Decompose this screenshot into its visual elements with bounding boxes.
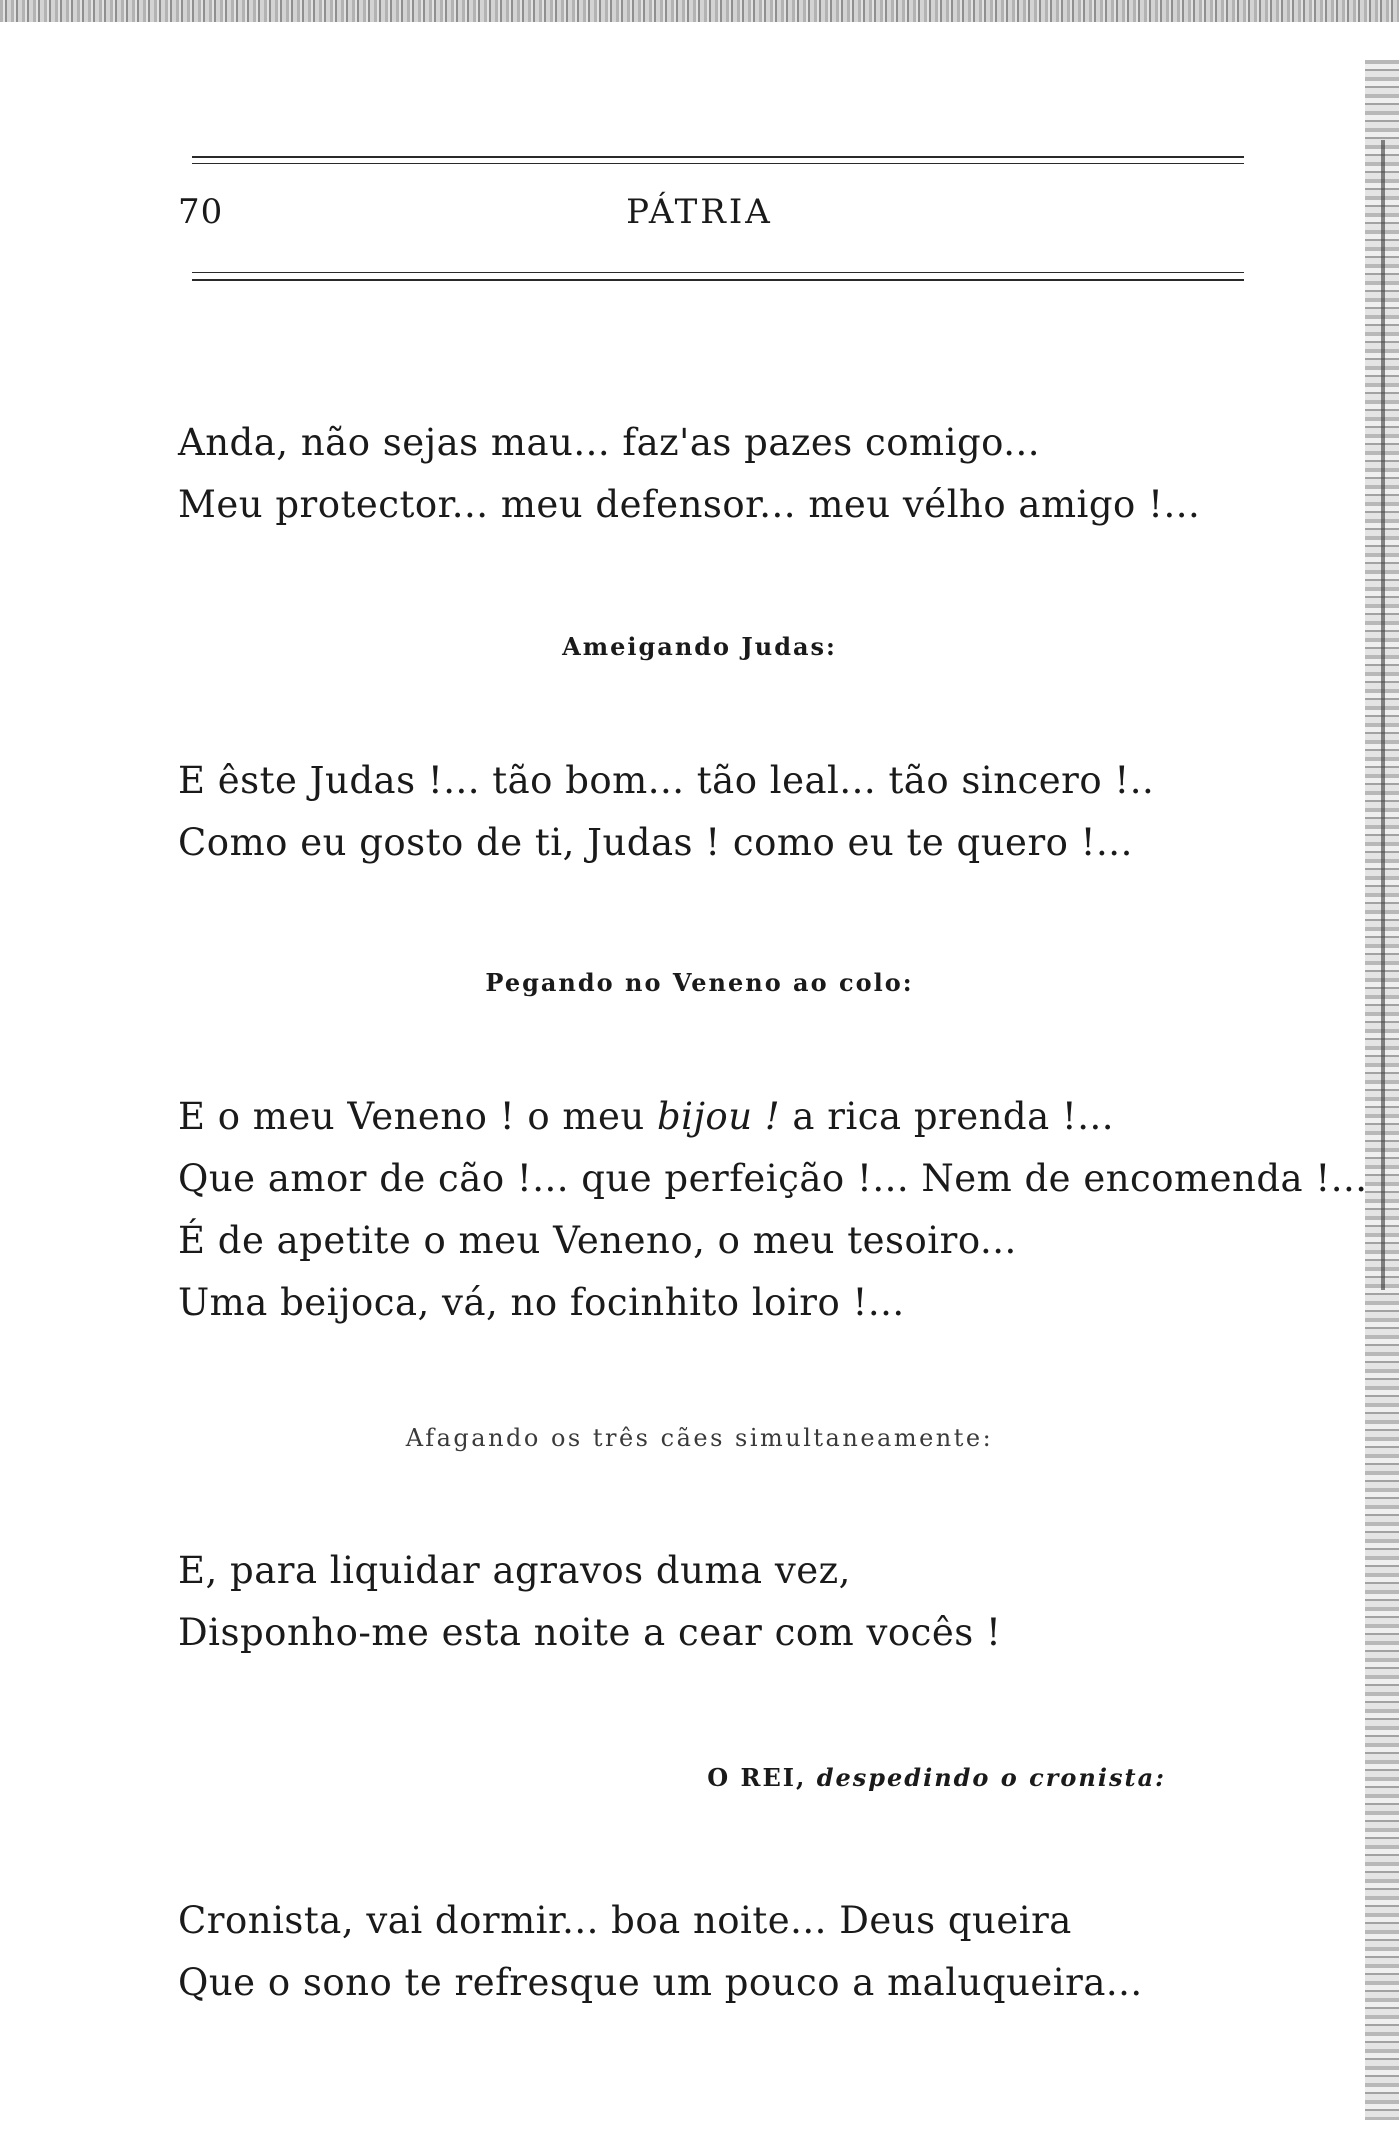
stage-direction: Afagando os três cães simultaneamente: <box>405 1424 994 1452</box>
stage-direction: Ameigando Judas: <box>562 632 837 661</box>
verse-stanza <box>178 1086 1368 1334</box>
page-number: 70 <box>178 192 224 232</box>
running-title: PÁTRIA <box>626 192 773 232</box>
verse-stanza <box>178 412 1200 536</box>
verse-stanza <box>178 1540 1001 1664</box>
verse-italic-word: bijou ! <box>656 1095 781 1138</box>
verse-fragment: E o meu Veneno ! o meu <box>178 1095 657 1138</box>
verse-line: Meu protector... meu defensor... meu vélho amigo !... <box>178 483 1201 526</box>
verse-line: Uma beijoca, vá, no focinhito loiro !... <box>178 1281 905 1324</box>
verse-line <box>178 1086 1368 1148</box>
verse-line: É de apetite o meu Veneno, o meu tesoiro... <box>178 1219 1017 1262</box>
verse-line: Que o sono te refresque um pouco a maluqueira... <box>178 1961 1143 2004</box>
verse-line: E êste Judas !... tão bom... tão leal... tão sincero !.. <box>178 759 1155 802</box>
verse-stanza <box>178 1890 1143 2014</box>
header-rule-bottom-thin <box>192 272 1244 273</box>
verse-line: Cronista, vai dormir... boa noite... Deus queira <box>178 1899 1072 1942</box>
stage-direction: Pegando no Veneno ao colo: <box>485 968 914 997</box>
verse-line: E, para liquidar agravos duma vez, <box>178 1549 851 1592</box>
header-rule-top-thin <box>192 163 1244 164</box>
header-rule-top <box>192 156 1244 158</box>
verse-stanza <box>178 750 1154 874</box>
speaker-name: O REI, <box>707 1763 807 1792</box>
verse-line: Anda, não sejas mau... faz'as pazes comigo... <box>178 421 1041 464</box>
speaker-heading <box>707 1763 1166 1792</box>
header-rule-bottom <box>192 279 1244 281</box>
scan-binding-shadow <box>1381 140 1385 1290</box>
verse-fragment: a rica prenda !... <box>780 1095 1115 1138</box>
speaker-direction: despedindo o cronista: <box>816 1763 1166 1792</box>
verse-line: Como eu gosto de ti, Judas ! como eu te quero !... <box>178 821 1133 864</box>
scan-top-edge <box>0 0 1399 22</box>
verse-line: Que amor de cão !... que perfeição !... Nem de encomenda !... <box>178 1157 1368 1200</box>
verse-line: Disponho-me esta noite a cear com vocês ! <box>178 1611 1002 1654</box>
